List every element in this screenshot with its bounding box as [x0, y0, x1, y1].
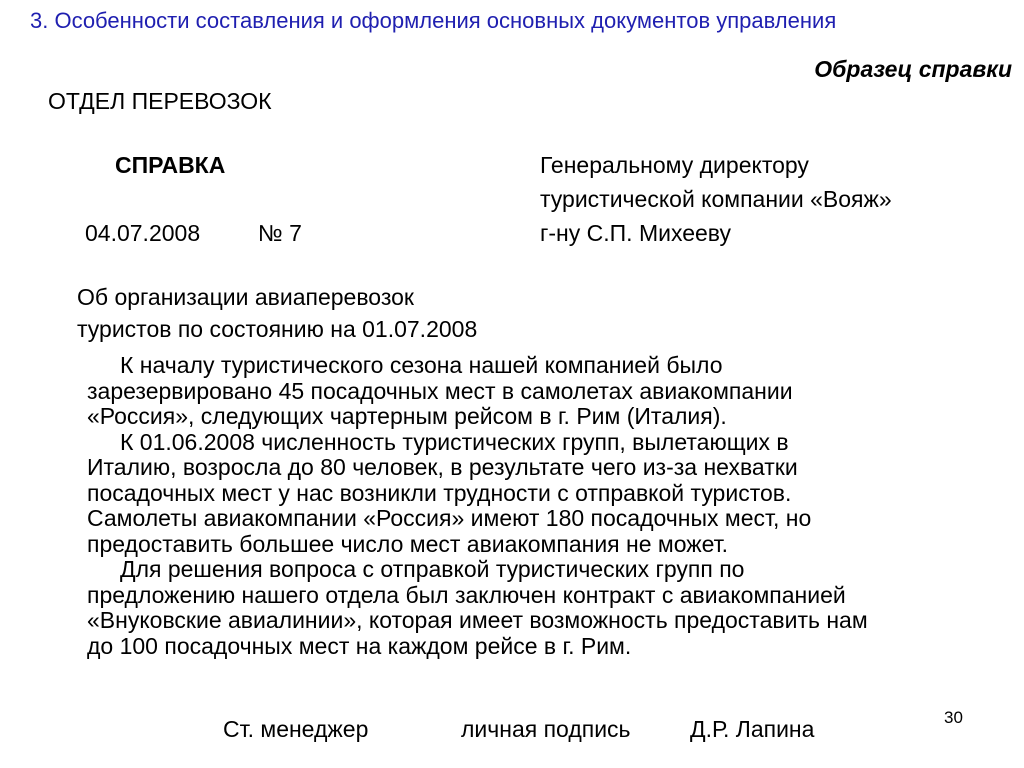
body-paragraph	[87, 430, 1007, 558]
paragraph-line: «Россия», следующих чартерным рейсом в г. Рим (Италия).	[87, 403, 727, 429]
paragraph-line: предоставить большее число мест авиакомпания не может.	[87, 530, 729, 557]
paragraph-line: «Внуковские авиалинии», которая имеет возможность предоставить нам	[87, 607, 868, 633]
page-number: 30	[944, 708, 963, 727]
addressee-line: г-ну С.П. Михееву	[540, 220, 731, 246]
document-number: № 7	[258, 220, 302, 246]
signer-name: Д.Р. Лапина	[690, 716, 815, 742]
subject-line: туристов по состоянию на 01.07.2008	[77, 316, 478, 342]
sample-caption: Образец справки	[814, 56, 1012, 82]
subject-line: Об организации авиаперевозок	[77, 284, 414, 310]
addressee-line: туристической компании «Вояж»	[540, 186, 892, 212]
slide-heading: 3. Особенности составления и оформления основных документов управления	[30, 8, 837, 33]
document-date: 04.07.2008	[85, 220, 201, 246]
paragraph-line: К началу туристического сезона нашей компанией было	[120, 352, 723, 378]
document-body	[87, 353, 1007, 659]
paragraph-line: предложению нашего отдела был заключен контракт с авиакомпанией	[87, 581, 846, 608]
paragraph-line: зарезервировано 45 посадочных мест в самолетах авиакомпании	[87, 377, 793, 404]
paragraph-line: до 100 посадочных мест на каждом рейсе в г. Рим.	[87, 632, 632, 659]
paragraph-line: К 01.06.2008 численность туристических групп, вылетающих в	[120, 428, 789, 455]
signer-position: Ст. менеджер	[223, 716, 369, 742]
paragraph-line: Самолеты авиакомпании «Россия» имеют 180 посадочных мест, но	[87, 505, 812, 531]
paragraph-line: Италию, возросла до 80 человек, в результате чего из-за нехватки	[87, 454, 798, 480]
body-paragraph	[87, 557, 1007, 659]
signature-placeholder: личная подпись	[461, 716, 631, 742]
department-name: ОТДЕЛ ПЕРЕВОЗОК	[48, 88, 272, 114]
document-type-title: СПРАВКА	[115, 152, 226, 178]
paragraph-line: Для решения вопроса с отправкой туристических групп по	[120, 556, 745, 582]
addressee-line: Генеральному директору	[540, 152, 809, 178]
paragraph-line: посадочных мест у нас возникли трудности с отправкой туристов.	[87, 479, 792, 506]
body-paragraph	[87, 353, 1007, 430]
